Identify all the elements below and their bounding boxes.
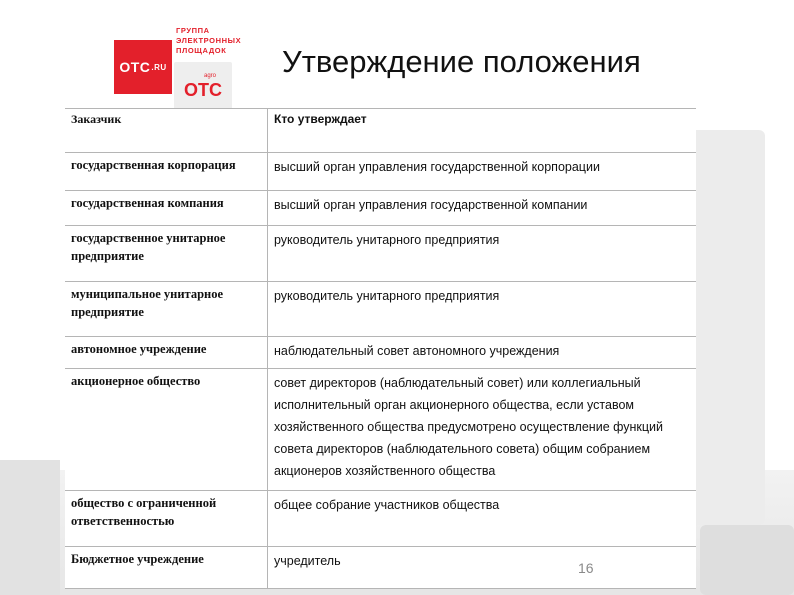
table-row (65, 547, 696, 589)
approver-cell: совет директоров (наблюдательный совет) или коллегиальный исполнительный орган акционерного общества, если уставом хозяйственного общества предусмотрено осуществление функций совета директоров (наблюдательного совета) общим собранием акционеров хозяйственного общества (268, 369, 697, 491)
customer-cell: акционерное общество (65, 369, 268, 491)
logo-caption-line: ЭЛЕКТРОННЫХ (176, 36, 242, 45)
header-customer: Заказчик (65, 109, 268, 153)
otc-logo (114, 40, 172, 94)
customer-cell: государственная компания (65, 191, 268, 226)
otc-logo-text: ОТС (119, 59, 151, 75)
approval-table (65, 108, 696, 589)
background-block-right (690, 130, 765, 525)
approver-cell: наблюдательный совет автономного учреждения (268, 337, 697, 369)
table-row (65, 491, 696, 547)
page-number: 16 (578, 560, 594, 576)
customer-cell: автономное учреждение (65, 337, 268, 369)
table-row (65, 282, 696, 337)
background-block-corner (700, 525, 794, 595)
otc-logo-suffix: .RU (151, 62, 167, 72)
customer-cell: государственная корпорация (65, 153, 268, 191)
approver-cell: руководитель унитарного предприятия (268, 226, 697, 282)
approver-cell: руководитель унитарного предприятия (268, 282, 697, 337)
header-approver: Кто утверждает (268, 109, 697, 153)
table-row (65, 369, 696, 491)
table-row (65, 191, 696, 226)
logo-caption (176, 26, 266, 56)
customer-cell: общество с ограниченной ответственностью (65, 491, 268, 547)
approver-cell: общее собрание участников общества (268, 491, 697, 547)
table-header-row (65, 109, 696, 153)
agro-label: agro (204, 73, 217, 79)
approver-cell: высший орган управления государственной корпорации (268, 153, 697, 191)
customer-cell: Бюджетное учреждение (65, 547, 268, 589)
background-block-left (0, 460, 60, 595)
slide-title: Утверждение положения (282, 44, 641, 79)
customer-cell: муниципальное унитарное предприятие (65, 282, 268, 337)
approver-cell: учредитель (268, 547, 697, 589)
logo-caption-line: ПЛОЩАДОК (176, 46, 227, 55)
table-row (65, 226, 696, 282)
table-row (65, 153, 696, 191)
logo-caption-line: ГРУППА (176, 26, 210, 35)
agro-otc-text: ОТС (184, 80, 222, 100)
customer-cell: государственное унитарное предприятие (65, 226, 268, 282)
table-row (65, 337, 696, 369)
approver-cell: высший орган управления государственной компании (268, 191, 697, 226)
